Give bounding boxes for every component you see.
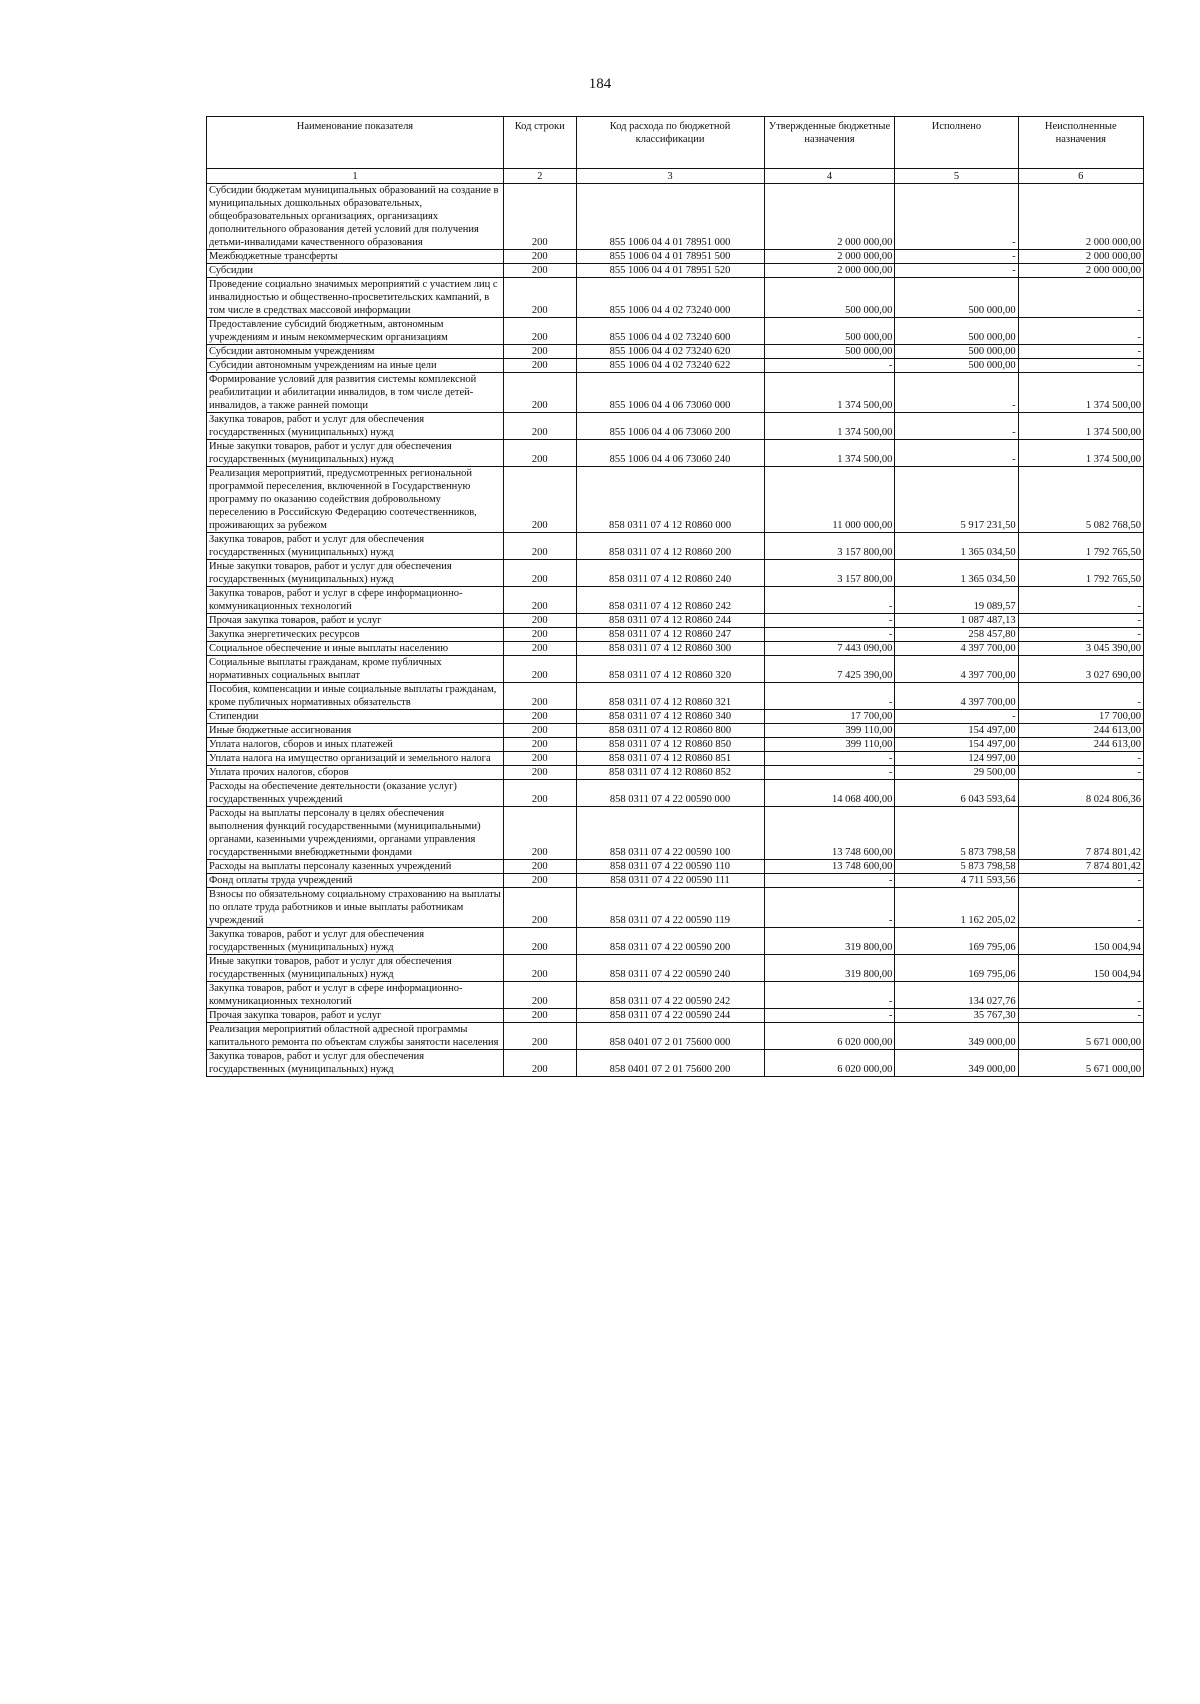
line-code-cell: 200 (503, 780, 576, 807)
column-number-row (207, 169, 1144, 184)
approved-amount-cell: 2 000 000,00 (764, 250, 895, 264)
line-code-cell: 200 (503, 955, 576, 982)
table-row (207, 278, 1144, 318)
classification-code-cell: 858 0311 07 4 22 00590 244 (576, 1009, 764, 1023)
executed-amount-cell: 154 497,00 (895, 738, 1018, 752)
header-approved-appropriations: Утвержденные бюджетные назначения (764, 117, 895, 169)
approved-amount-cell: 11 000 000,00 (764, 467, 895, 533)
approved-amount-cell: 1 374 500,00 (764, 373, 895, 413)
indicator-name-cell: Иные закупки товаров, работ и услуг для обеспечения государственных (муниципальных) нужд (207, 560, 504, 587)
approved-amount-cell: 7 443 090,00 (764, 642, 895, 656)
executed-amount-cell: 6 043 593,64 (895, 780, 1018, 807)
approved-amount-cell: 3 157 800,00 (764, 560, 895, 587)
indicator-name-cell: Закупка товаров, работ и услуг для обеспечения государственных (муниципальных) нужд (207, 928, 504, 955)
column-number: 4 (764, 169, 895, 184)
unexecuted-amount-cell: 244 613,00 (1018, 724, 1143, 738)
line-code-cell: 200 (503, 888, 576, 928)
classification-code-cell: 858 0311 07 4 22 00590 111 (576, 874, 764, 888)
line-code-cell: 200 (503, 752, 576, 766)
executed-amount-cell: 5 873 798,58 (895, 860, 1018, 874)
unexecuted-amount-cell: 5 671 000,00 (1018, 1023, 1143, 1050)
unexecuted-amount-cell: 5 082 768,50 (1018, 467, 1143, 533)
unexecuted-amount-cell: 3 027 690,00 (1018, 656, 1143, 683)
table-row (207, 614, 1144, 628)
line-code-cell: 200 (503, 467, 576, 533)
unexecuted-amount-cell: 1 374 500,00 (1018, 373, 1143, 413)
classification-code-cell: 858 0311 07 4 12 R0860 321 (576, 683, 764, 710)
unexecuted-amount-cell: 8 024 806,36 (1018, 780, 1143, 807)
executed-amount-cell: 500 000,00 (895, 278, 1018, 318)
approved-amount-cell: - (764, 874, 895, 888)
approved-amount-cell: 319 800,00 (764, 955, 895, 982)
indicator-name-cell: Иные закупки товаров, работ и услуг для обеспечения государственных (муниципальных) нужд (207, 955, 504, 982)
approved-amount-cell: - (764, 888, 895, 928)
unexecuted-amount-cell: - (1018, 982, 1143, 1009)
indicator-name-cell: Уплата налога на имущество организаций и земельного налога (207, 752, 504, 766)
approved-amount-cell: 319 800,00 (764, 928, 895, 955)
executed-amount-cell: 134 027,76 (895, 982, 1018, 1009)
table-row (207, 738, 1144, 752)
classification-code-cell: 855 1006 04 4 06 73060 240 (576, 440, 764, 467)
unexecuted-amount-cell: 150 004,94 (1018, 928, 1143, 955)
executed-amount-cell: 124 997,00 (895, 752, 1018, 766)
classification-code-cell: 858 0311 07 4 22 00590 110 (576, 860, 764, 874)
table-row (207, 373, 1144, 413)
table-row (207, 413, 1144, 440)
table-row (207, 766, 1144, 780)
unexecuted-amount-cell: 2 000 000,00 (1018, 264, 1143, 278)
classification-code-cell: 858 0311 07 4 12 R0860 850 (576, 738, 764, 752)
executed-amount-cell: 4 711 593,56 (895, 874, 1018, 888)
approved-amount-cell: 6 020 000,00 (764, 1023, 895, 1050)
executed-amount-cell: 169 795,06 (895, 928, 1018, 955)
table-row (207, 1023, 1144, 1050)
indicator-name-cell: Социальные выплаты гражданам, кроме публичных нормативных социальных выплат (207, 656, 504, 683)
approved-amount-cell: - (764, 752, 895, 766)
unexecuted-amount-cell: 5 671 000,00 (1018, 1050, 1143, 1077)
header-row (207, 117, 1144, 169)
indicator-name-cell: Закупка энергетических ресурсов (207, 628, 504, 642)
unexecuted-amount-cell: - (1018, 359, 1143, 373)
approved-amount-cell: 17 700,00 (764, 710, 895, 724)
column-number: 5 (895, 169, 1018, 184)
classification-code-cell: 858 0311 07 4 12 R0860 242 (576, 587, 764, 614)
line-code-cell: 200 (503, 250, 576, 264)
table-row (207, 587, 1144, 614)
approved-amount-cell: 7 425 390,00 (764, 656, 895, 683)
classification-code-cell: 855 1006 04 4 06 73060 200 (576, 413, 764, 440)
budget-execution-table (206, 116, 1144, 1077)
table-row (207, 359, 1144, 373)
executed-amount-cell: 500 000,00 (895, 345, 1018, 359)
classification-code-cell: 855 1006 04 4 02 73240 000 (576, 278, 764, 318)
line-code-cell: 200 (503, 345, 576, 359)
executed-amount-cell: 5 873 798,58 (895, 807, 1018, 860)
classification-code-cell: 858 0311 07 4 12 R0860 200 (576, 533, 764, 560)
unexecuted-amount-cell: 2 000 000,00 (1018, 250, 1143, 264)
classification-code-cell: 855 1006 04 4 01 78951 500 (576, 250, 764, 264)
classification-code-cell: 858 0311 07 4 22 00590 242 (576, 982, 764, 1009)
approved-amount-cell: - (764, 1009, 895, 1023)
executed-amount-cell: - (895, 373, 1018, 413)
unexecuted-amount-cell: 7 874 801,42 (1018, 860, 1143, 874)
table-row (207, 318, 1144, 345)
approved-amount-cell: - (764, 766, 895, 780)
table-row (207, 752, 1144, 766)
executed-amount-cell: 349 000,00 (895, 1023, 1018, 1050)
classification-code-cell: 858 0311 07 4 12 R0860 851 (576, 752, 764, 766)
classification-code-cell: 858 0311 07 4 22 00590 000 (576, 780, 764, 807)
indicator-name-cell: Фонд оплаты труда учреждений (207, 874, 504, 888)
indicator-name-cell: Расходы на выплаты персоналу в целях обеспечения выполнения функций государственными (муниципальными) органами, казенными учреждениями, органами управления государственными внебюджетными фондами (207, 807, 504, 860)
table-row (207, 683, 1144, 710)
classification-code-cell: 858 0311 07 4 22 00590 119 (576, 888, 764, 928)
table-row (207, 264, 1144, 278)
line-code-cell: 200 (503, 710, 576, 724)
line-code-cell: 200 (503, 278, 576, 318)
approved-amount-cell: 399 110,00 (764, 724, 895, 738)
executed-amount-cell: 154 497,00 (895, 724, 1018, 738)
executed-amount-cell: 4 397 700,00 (895, 683, 1018, 710)
executed-amount-cell: - (895, 264, 1018, 278)
approved-amount-cell: 13 748 600,00 (764, 860, 895, 874)
executed-amount-cell: 29 500,00 (895, 766, 1018, 780)
table-row (207, 345, 1144, 359)
unexecuted-amount-cell: 7 874 801,42 (1018, 807, 1143, 860)
line-code-cell: 200 (503, 860, 576, 874)
unexecuted-amount-cell: 150 004,94 (1018, 955, 1143, 982)
classification-code-cell: 855 1006 04 4 01 78951 000 (576, 184, 764, 250)
classification-code-cell: 858 0311 07 4 12 R0860 340 (576, 710, 764, 724)
executed-amount-cell: - (895, 250, 1018, 264)
line-code-cell: 200 (503, 724, 576, 738)
indicator-name-cell: Пособия, компенсации и иные социальные выплаты гражданам, кроме публичных нормативных обязательств (207, 683, 504, 710)
table-row (207, 780, 1144, 807)
line-code-cell: 200 (503, 928, 576, 955)
line-code-cell: 200 (503, 614, 576, 628)
table-row (207, 955, 1144, 982)
header-unexecuted-appropriations: Неисполненные назначения (1018, 117, 1143, 169)
table-row (207, 250, 1144, 264)
line-code-cell: 200 (503, 533, 576, 560)
indicator-name-cell: Стипендии (207, 710, 504, 724)
approved-amount-cell: - (764, 587, 895, 614)
unexecuted-amount-cell: - (1018, 278, 1143, 318)
approved-amount-cell: 14 068 400,00 (764, 780, 895, 807)
line-code-cell: 200 (503, 184, 576, 250)
executed-amount-cell: 4 397 700,00 (895, 642, 1018, 656)
classification-code-cell: 858 0311 07 4 12 R0860 800 (576, 724, 764, 738)
executed-amount-cell: 500 000,00 (895, 318, 1018, 345)
line-code-cell: 200 (503, 413, 576, 440)
column-number: 3 (576, 169, 764, 184)
classification-code-cell: 855 1006 04 4 02 73240 600 (576, 318, 764, 345)
approved-amount-cell: 6 020 000,00 (764, 1050, 895, 1077)
indicator-name-cell: Субсидии автономным учреждениям на иные цели (207, 359, 504, 373)
line-code-cell: 200 (503, 318, 576, 345)
unexecuted-amount-cell: - (1018, 752, 1143, 766)
unexecuted-amount-cell: - (1018, 318, 1143, 345)
table-row (207, 874, 1144, 888)
approved-amount-cell: - (764, 628, 895, 642)
table-row (207, 440, 1144, 467)
table-row (207, 710, 1144, 724)
approved-amount-cell: 2 000 000,00 (764, 184, 895, 250)
unexecuted-amount-cell: 2 000 000,00 (1018, 184, 1143, 250)
table-row (207, 467, 1144, 533)
indicator-name-cell: Иные бюджетные ассигнования (207, 724, 504, 738)
approved-amount-cell: 500 000,00 (764, 318, 895, 345)
header-line-code: Код строки (503, 117, 576, 169)
indicator-name-cell: Реализация мероприятий, предусмотренных региональной программой переселения, включенной в Государственную программу по оказанию содействия добровольному переселению в Российскую Федерацию соотечественников, проживающих за рубежом (207, 467, 504, 533)
unexecuted-amount-cell: 1 792 765,50 (1018, 560, 1143, 587)
classification-code-cell: 858 0401 07 2 01 75600 000 (576, 1023, 764, 1050)
approved-amount-cell: 500 000,00 (764, 345, 895, 359)
indicator-name-cell: Закупка товаров, работ и услуг в сфере информационно-коммуникационных технологий (207, 587, 504, 614)
table-row (207, 560, 1144, 587)
approved-amount-cell: 1 374 500,00 (764, 413, 895, 440)
unexecuted-amount-cell: - (1018, 587, 1143, 614)
table-row (207, 807, 1144, 860)
indicator-name-cell: Предоставление субсидий бюджетным, автономным учреждениям и иным некоммерческим организациям (207, 318, 504, 345)
unexecuted-amount-cell: - (1018, 628, 1143, 642)
classification-code-cell: 855 1006 04 4 02 73240 622 (576, 359, 764, 373)
executed-amount-cell: 1 365 034,50 (895, 560, 1018, 587)
approved-amount-cell: - (764, 614, 895, 628)
indicator-name-cell: Закупка товаров, работ и услуг для обеспечения государственных (муниципальных) нужд (207, 533, 504, 560)
indicator-name-cell: Субсидии (207, 264, 504, 278)
column-number: 6 (1018, 169, 1143, 184)
line-code-cell: 200 (503, 656, 576, 683)
classification-code-cell: 855 1006 04 4 06 73060 000 (576, 373, 764, 413)
line-code-cell: 200 (503, 1023, 576, 1050)
unexecuted-amount-cell: - (1018, 874, 1143, 888)
indicator-name-cell: Проведение социально значимых мероприятий с участием лиц с инвалидностью и общественно-просветительских кампаний, в том числе в средствах массовой информации (207, 278, 504, 318)
table-row (207, 888, 1144, 928)
line-code-cell: 200 (503, 359, 576, 373)
classification-code-cell: 858 0311 07 4 12 R0860 247 (576, 628, 764, 642)
table-row (207, 982, 1144, 1009)
table-row (207, 1050, 1144, 1077)
executed-amount-cell: 1 087 487,13 (895, 614, 1018, 628)
approved-amount-cell: 2 000 000,00 (764, 264, 895, 278)
approved-amount-cell: - (764, 982, 895, 1009)
line-code-cell: 200 (503, 683, 576, 710)
classification-code-cell: 858 0311 07 4 12 R0860 320 (576, 656, 764, 683)
indicator-name-cell: Социальное обеспечение и иные выплаты населению (207, 642, 504, 656)
line-code-cell: 200 (503, 628, 576, 642)
approved-amount-cell: - (764, 683, 895, 710)
unexecuted-amount-cell: - (1018, 683, 1143, 710)
table-row (207, 533, 1144, 560)
approved-amount-cell: 3 157 800,00 (764, 533, 895, 560)
line-code-cell: 200 (503, 874, 576, 888)
executed-amount-cell: 5 917 231,50 (895, 467, 1018, 533)
classification-code-cell: 858 0401 07 2 01 75600 200 (576, 1050, 764, 1077)
table-body (207, 184, 1144, 1077)
indicator-name-cell: Взносы по обязательному социальному страхованию на выплаты по оплате труда работников и иные выплаты работникам учреждений (207, 888, 504, 928)
line-code-cell: 200 (503, 440, 576, 467)
table-row (207, 928, 1144, 955)
line-code-cell: 200 (503, 642, 576, 656)
executed-amount-cell: 35 767,30 (895, 1009, 1018, 1023)
executed-amount-cell: 1 365 034,50 (895, 533, 1018, 560)
classification-code-cell: 858 0311 07 4 12 R0860 244 (576, 614, 764, 628)
line-code-cell: 200 (503, 587, 576, 614)
indicator-name-cell: Прочая закупка товаров, работ и услуг (207, 1009, 504, 1023)
approved-amount-cell: 1 374 500,00 (764, 440, 895, 467)
line-code-cell: 200 (503, 373, 576, 413)
executed-amount-cell: 1 162 205,02 (895, 888, 1018, 928)
classification-code-cell: 855 1006 04 4 01 78951 520 (576, 264, 764, 278)
approved-amount-cell: 500 000,00 (764, 278, 895, 318)
executed-amount-cell: 349 000,00 (895, 1050, 1018, 1077)
column-number: 2 (503, 169, 576, 184)
indicator-name-cell: Иные закупки товаров, работ и услуг для обеспечения государственных (муниципальных) нужд (207, 440, 504, 467)
classification-code-cell: 858 0311 07 4 22 00590 240 (576, 955, 764, 982)
table-row (207, 642, 1144, 656)
executed-amount-cell: 19 089,57 (895, 587, 1018, 614)
unexecuted-amount-cell: 17 700,00 (1018, 710, 1143, 724)
line-code-cell: 200 (503, 264, 576, 278)
unexecuted-amount-cell: 1 792 765,50 (1018, 533, 1143, 560)
executed-amount-cell: - (895, 440, 1018, 467)
executed-amount-cell: - (895, 413, 1018, 440)
indicator-name-cell: Субсидии бюджетам муниципальных образований на создание в муниципальных дошкольных образовательных, общеобразовательных организациях, организациях дополнительного образования детей условий для получения детьми-инвалидами качественного образования (207, 184, 504, 250)
classification-code-cell: 855 1006 04 4 02 73240 620 (576, 345, 764, 359)
line-code-cell: 200 (503, 1009, 576, 1023)
table-row (207, 656, 1144, 683)
indicator-name-cell: Расходы на выплаты персоналу казенных учреждений (207, 860, 504, 874)
executed-amount-cell: - (895, 184, 1018, 250)
classification-code-cell: 858 0311 07 4 12 R0860 000 (576, 467, 764, 533)
classification-code-cell: 858 0311 07 4 12 R0860 300 (576, 642, 764, 656)
table-row (207, 184, 1144, 250)
unexecuted-amount-cell: 1 374 500,00 (1018, 440, 1143, 467)
approved-amount-cell: 399 110,00 (764, 738, 895, 752)
executed-amount-cell: 500 000,00 (895, 359, 1018, 373)
classification-code-cell: 858 0311 07 4 12 R0860 240 (576, 560, 764, 587)
line-code-cell: 200 (503, 560, 576, 587)
table-row (207, 724, 1144, 738)
classification-code-cell: 858 0311 07 4 12 R0860 852 (576, 766, 764, 780)
indicator-name-cell: Реализация мероприятий областной адресной программы капитального ремонта по объектам службы занятости населения (207, 1023, 504, 1050)
line-code-cell: 200 (503, 766, 576, 780)
header-executed: Исполнено (895, 117, 1018, 169)
column-number: 1 (207, 169, 504, 184)
indicator-name-cell: Расходы на обеспечение деятельности (оказание услуг) государственных учреждений (207, 780, 504, 807)
table-row (207, 860, 1144, 874)
table-row (207, 628, 1144, 642)
unexecuted-amount-cell: - (1018, 614, 1143, 628)
line-code-cell: 200 (503, 738, 576, 752)
indicator-name-cell: Формирование условий для развития системы комплексной реабилитации и абилитации инвалидов, в том числе детей-инвалидов, а также ранней помощи (207, 373, 504, 413)
executed-amount-cell: - (895, 710, 1018, 724)
indicator-name-cell: Закупка товаров, работ и услуг для обеспечения государственных (муниципальных) нужд (207, 1050, 504, 1077)
line-code-cell: 200 (503, 1050, 576, 1077)
approved-amount-cell: 13 748 600,00 (764, 807, 895, 860)
unexecuted-amount-cell: 244 613,00 (1018, 738, 1143, 752)
line-code-cell: 200 (503, 807, 576, 860)
header-indicator-name: Наименование показателя (207, 117, 504, 169)
indicator-name-cell: Уплата налогов, сборов и иных платежей (207, 738, 504, 752)
indicator-name-cell: Уплата прочих налогов, сборов (207, 766, 504, 780)
unexecuted-amount-cell: - (1018, 345, 1143, 359)
approved-amount-cell: - (764, 359, 895, 373)
indicator-name-cell: Прочая закупка товаров, работ и услуг (207, 614, 504, 628)
classification-code-cell: 858 0311 07 4 22 00590 100 (576, 807, 764, 860)
page-number: 184 (588, 76, 612, 92)
unexecuted-amount-cell: - (1018, 766, 1143, 780)
executed-amount-cell: 169 795,06 (895, 955, 1018, 982)
indicator-name-cell: Межбюджетные трансферты (207, 250, 504, 264)
unexecuted-amount-cell: - (1018, 1009, 1143, 1023)
indicator-name-cell: Закупка товаров, работ и услуг для обеспечения государственных (муниципальных) нужд (207, 413, 504, 440)
unexecuted-amount-cell: 1 374 500,00 (1018, 413, 1143, 440)
executed-amount-cell: 258 457,80 (895, 628, 1018, 642)
indicator-name-cell: Закупка товаров, работ и услуг в сфере информационно-коммуникационных технологий (207, 982, 504, 1009)
classification-code-cell: 858 0311 07 4 22 00590 200 (576, 928, 764, 955)
indicator-name-cell: Субсидии автономным учреждениям (207, 345, 504, 359)
executed-amount-cell: 4 397 700,00 (895, 656, 1018, 683)
header-budget-classification-code: Код расхода по бюджетной классификации (576, 117, 764, 169)
line-code-cell: 200 (503, 982, 576, 1009)
table-row (207, 1009, 1144, 1023)
unexecuted-amount-cell: 3 045 390,00 (1018, 642, 1143, 656)
unexecuted-amount-cell: - (1018, 888, 1143, 928)
